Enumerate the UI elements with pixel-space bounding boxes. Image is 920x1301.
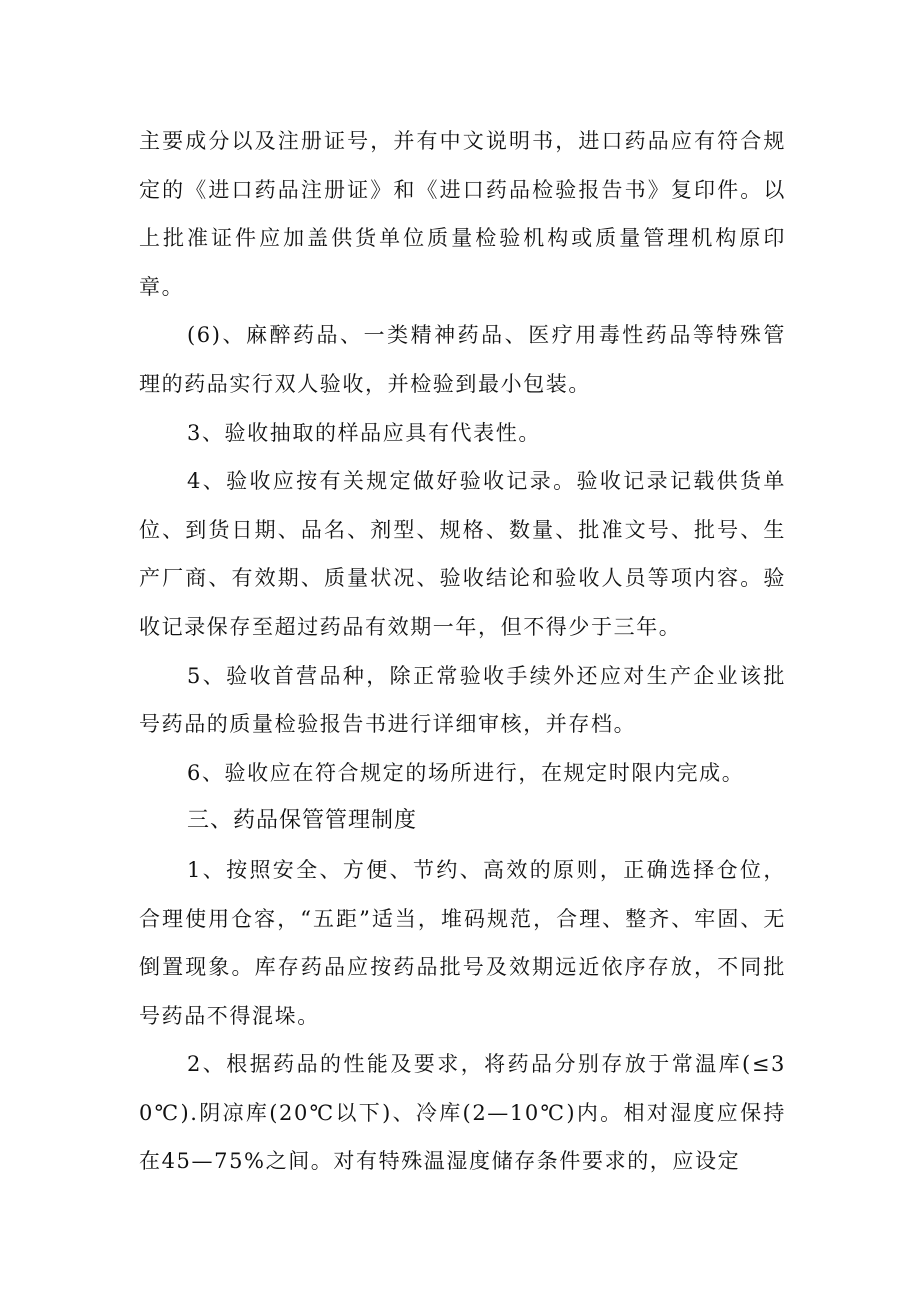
paragraph-item-6: (6)、麻醉药品、一类精神药品、医疗用毒性药品等特殊管理的药品实行双人验收，并检验到最小包装。	[139, 323, 786, 396]
paragraph-storage-item-1: 1、按照安全、方便、节约、高效的原则，正确选择仓位，合理使用仓容，“五距”适当，堆码规范，合理、整齐、牢固、无倒置现象。库存药品应按药品批号及效期远近依序存放，不同批号药品不得混垛。	[139, 857, 786, 1028]
paragraph-item-3: 3、验收抽取的样品应具有代表性。	[187, 420, 541, 445]
paragraph-item-6-verification: 6、验收应在符合规定的场所进行，在规定时限内完成。	[187, 760, 745, 785]
paragraph-item-4: 4、验收应按有关规定做好验收记录。验收记录记载供货单位、到货日期、品名、剂型、规格、数量、批准文号、批号、生产厂商、有效期、质量状况、验收结论和验收人员等项内容。验收记录保存至超过药品有效期一年，但不得少于三年。	[139, 469, 786, 639]
section-heading: 三、药品保管管理制度	[187, 808, 418, 834]
paragraph-item-5: 5、验收首营品种，除正常验收手续外还应对生产企业该批号药品的质量检验报告书进行详细审核，并存档。	[139, 663, 786, 737]
paragraph-storage-item-2: 2、根据药品的性能及要求，将药品分别存放于常温库(≤30℃).阴凉库(20℃以下)、冷库(2—10℃)内。相对湿度应保持在45—75%之间。对有特殊温湿度储存条件要求的，应设定	[139, 1052, 786, 1174]
paragraph-continuation: 主要成分以及注册证号，并有中文说明书，进口药品应有符合规定的《进口药品注册证》和《进口药品检验报告书》复印件。以上批准证件应加盖供货单位质量检验机构或质量管理机构原印章。	[139, 129, 786, 299]
document-body	[139, 117, 786, 1186]
